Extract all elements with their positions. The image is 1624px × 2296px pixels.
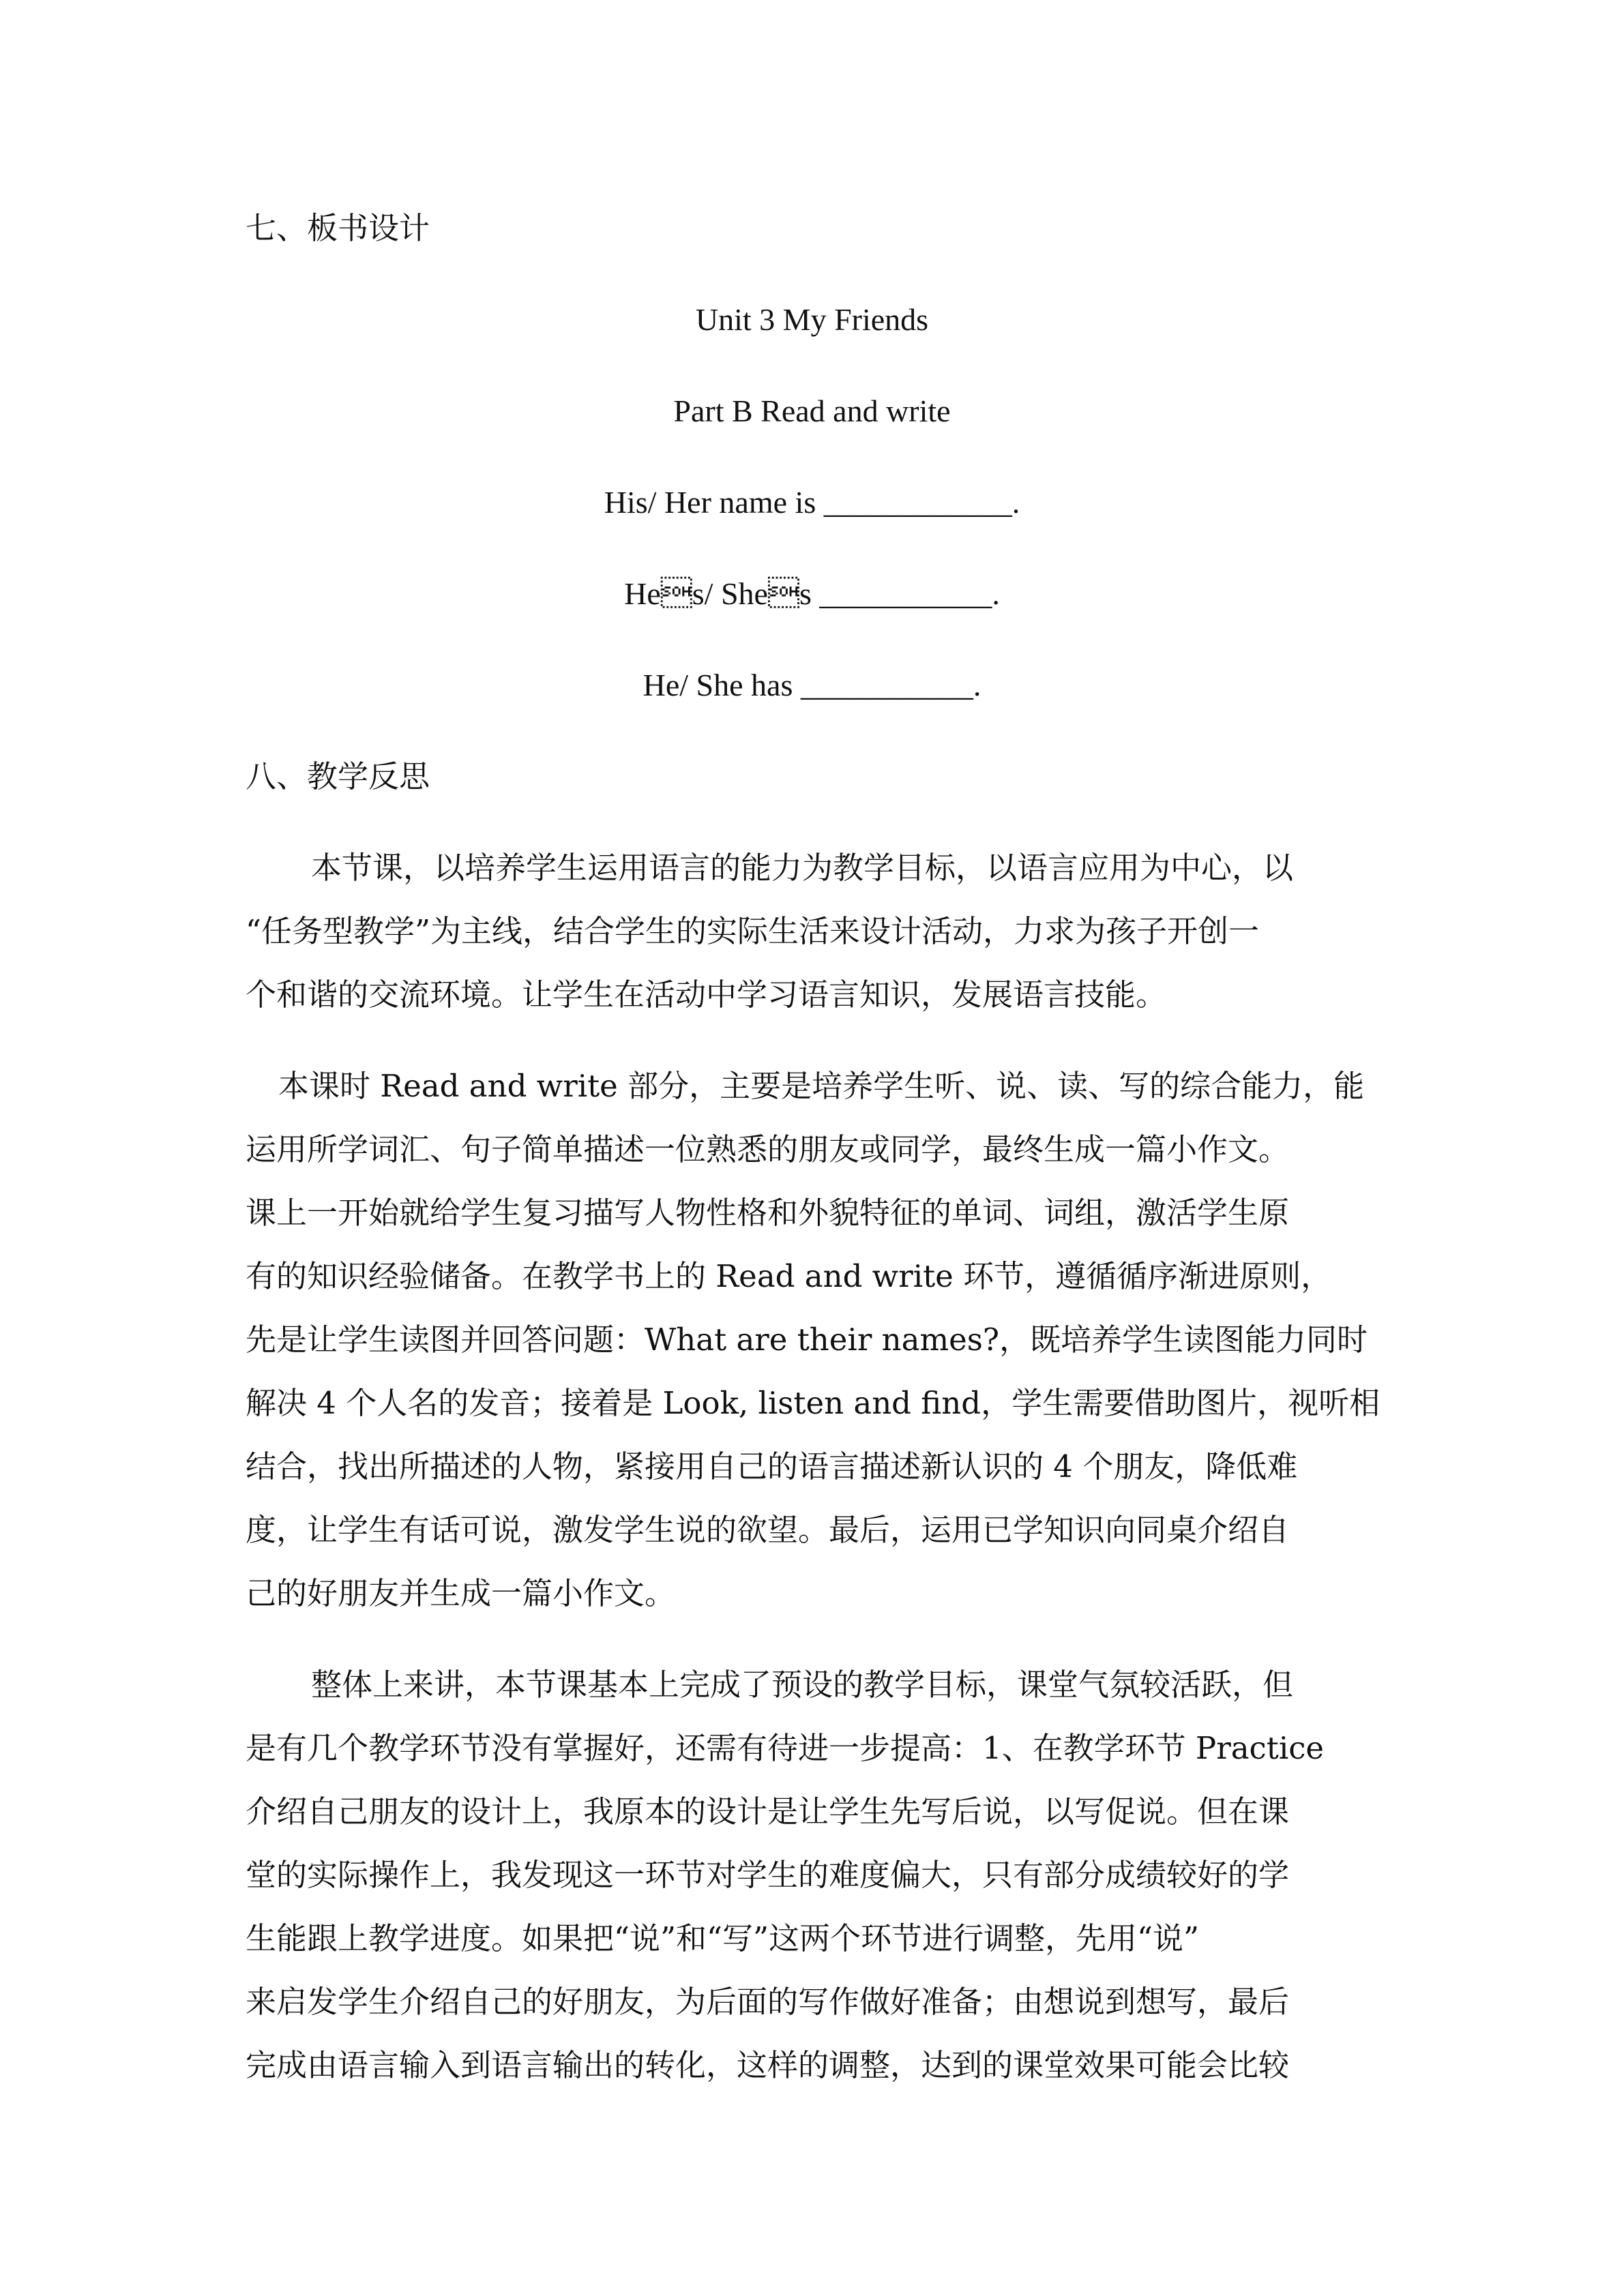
paragraph-line: 运用所学词汇、句子简单描述一位熟悉的朋友或同学，最终生成一篇小作文。 <box>246 1131 1290 1167</box>
paragraph-line: 来启发学生介绍自己的好朋友，为后面的写作做好准备；由想说到想写，最后 <box>246 1984 1290 2020</box>
paragraph-line: 本节课，以培养学生运用语言的能力为教学目标，以语言应用为中心，以 <box>311 850 1294 886</box>
paragraph-line: 结合，找出所描述的人物，紧接用自己的语言描述新认识的 4 个朋友，降低难 <box>246 1448 1298 1485</box>
paragraph-line: 本课时 Read and write 部分，主要是培养学生听、说、读、写的综合能力，能 <box>278 1068 1365 1104</box>
paragraph-line: 度，让学生有话可说，激发学生说的欲望。最后，运用已学知识向同桌介绍自 <box>246 1512 1290 1548</box>
paragraph-line: 完成由语言输入到语言输出的转化，这样的调整，达到的课堂效果可能会比较 <box>246 2047 1290 2083</box>
paragraph-line: 先是让学生读图并回答问题：What are their names?，既培养学生读图能力同时 <box>246 1322 1368 1358</box>
board-title: Unit 3 My Friends <box>695 302 929 337</box>
board-line-has: He/ She has ___________. <box>643 668 981 702</box>
board-line-name: His/ Her name is ____________. <box>604 485 1020 520</box>
paragraph-line: 堂的实际操作上，我发现这一环节对学生的难度偏大，只有部分成绩较好的学 <box>246 1857 1290 1893</box>
paragraph-line: 是有几个教学环节没有掌握好，还需有待进一步提高：1、在教学环节 Practice <box>246 1730 1325 1766</box>
paragraph-line: 课上一开始就给学生复习描写人物性格和外貌特征的单词、词组，激活学生原 <box>246 1195 1290 1231</box>
paragraph-line: 己的好朋友并生成一篇小作文。 <box>246 1575 676 1611</box>
paragraph-line: “任务型教学”为主线，结合学生的实际生活来设计活动，力求为孩子开创一 <box>246 913 1260 949</box>
section-8-heading: 八、教学反思 <box>246 758 430 794</box>
board-subtitle: Part B Read and write <box>673 393 951 428</box>
paragraph-line: 有的知识经验储备。在教学书上的 Read and write 环节，遵循循序渐进原则， <box>246 1258 1332 1294</box>
section-7-heading: 七、板书设计 <box>246 210 430 246</box>
paragraph-line: 整体上来讲，本节课基本上完成了预设的教学目标，课堂气氛较活跃，但 <box>311 1667 1294 1703</box>
paragraph-line: 生能跟上教学进度。如果把“说”和“写”这两个环节进行调整，先用“说” <box>246 1920 1200 1956</box>
board-line-is: Hes/ Shes ___________. <box>624 576 1000 611</box>
paragraph-line: 介绍自己朋友的设计上，我原本的设计是让学生先写后说，以写促说。但在课 <box>246 1793 1290 1830</box>
paragraph-line: 个和谐的交流环境。让学生在活动中学习语言知识，发展语言技能。 <box>246 976 1167 1013</box>
paragraph-line: 解决 4 个人名的发音；接着是 Look, listen and find，学生需要借助图片，视听相 <box>246 1385 1381 1421</box>
